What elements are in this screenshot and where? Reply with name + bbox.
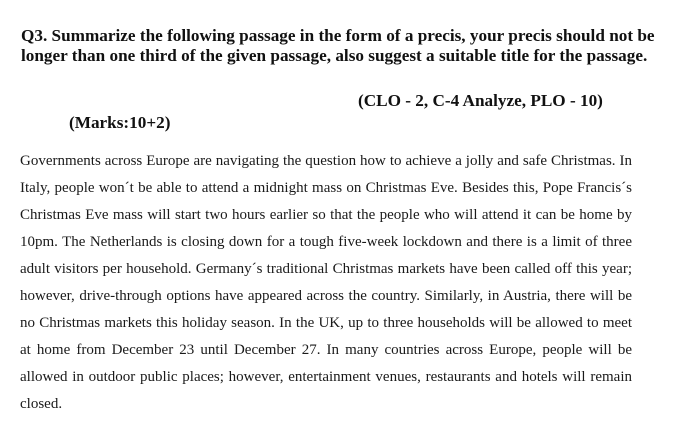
clo-reference: (CLO - 2, C-4 Analyze, PLO - 10) <box>358 91 603 110</box>
question-prompt: Q3. Summarize the following passage in the form of a precis, your precis should not be longer than one third of the given passage, also suggest a suitable title for the passage. <box>21 26 655 65</box>
passage-body: Governments across Europe are navigating the question how to achieve a jolly and safe Christmas. In Italy, people won´t be able to attend a midnight mass on Christmas Eve. Besides this, Pope Francis´s Christmas Eve mass will start two hours earlier so that the people who will attend it can be home by 10pm. The Netherlands is closing down for a tough five-week lockdown and there is a limit of three adult visitors per household. Germany´s traditional Christmas markets have been called off this year; however, drive-through options have appeared across the country. Similarly, in Austria, there will be no Christmas markets this holiday season. In the UK, up to three households will be allowed to meet at home from December 23 until December 27. In many countries across Europe, people will be allowed in outdoor public places; however, entertainment venues, restaurants and hotels will remain closed. <box>20 153 632 412</box>
marks-allocation: (Marks:10+2) <box>69 113 171 132</box>
